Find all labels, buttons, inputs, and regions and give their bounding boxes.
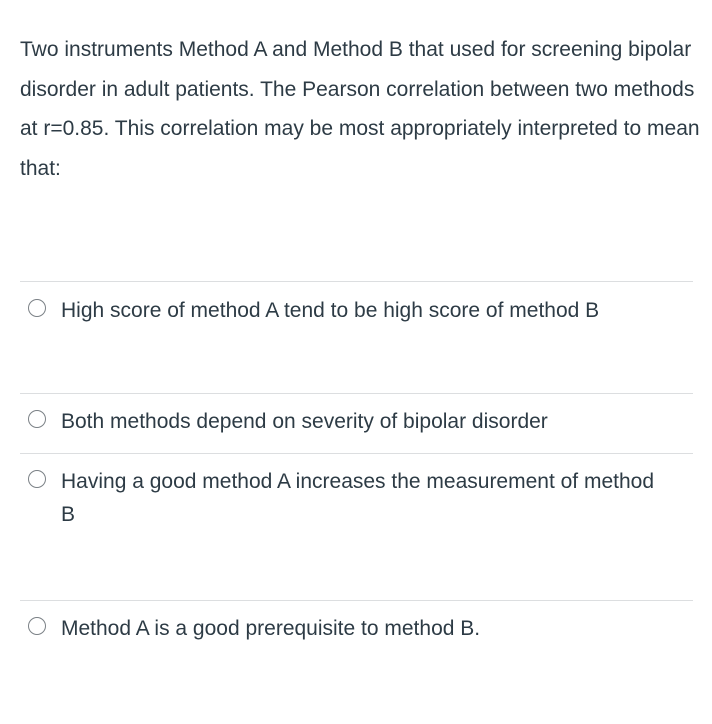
radio-button[interactable] bbox=[28, 410, 46, 428]
answer-label: High score of method A tend to be high score of method B bbox=[61, 299, 600, 322]
answer-option-2[interactable] bbox=[28, 405, 688, 438]
answer-label: Having a good method A increases the measurement of method B bbox=[61, 470, 655, 526]
answer-option-4[interactable] bbox=[28, 612, 688, 645]
answer-divider bbox=[20, 393, 693, 394]
answer-label: Method A is a good prerequisite to method B. bbox=[61, 617, 481, 640]
radio-button[interactable] bbox=[28, 299, 46, 317]
answer-option-1[interactable] bbox=[28, 294, 688, 327]
answer-divider bbox=[20, 453, 693, 454]
answer-divider bbox=[20, 281, 693, 282]
radio-button[interactable] bbox=[28, 617, 46, 635]
answer-label: Both methods depend on severity of bipolar disorder bbox=[61, 410, 548, 433]
answer-option-3[interactable] bbox=[28, 465, 688, 531]
question-text: Two instruments Method A and Method B that used for screening bipolar disorder in adult patients. The Pearson correlation between two methods at r=0.85. This correlation may be most appropriately interpreted to mean that: bbox=[20, 38, 700, 180]
answer-divider bbox=[20, 600, 693, 601]
radio-button[interactable] bbox=[28, 470, 46, 488]
